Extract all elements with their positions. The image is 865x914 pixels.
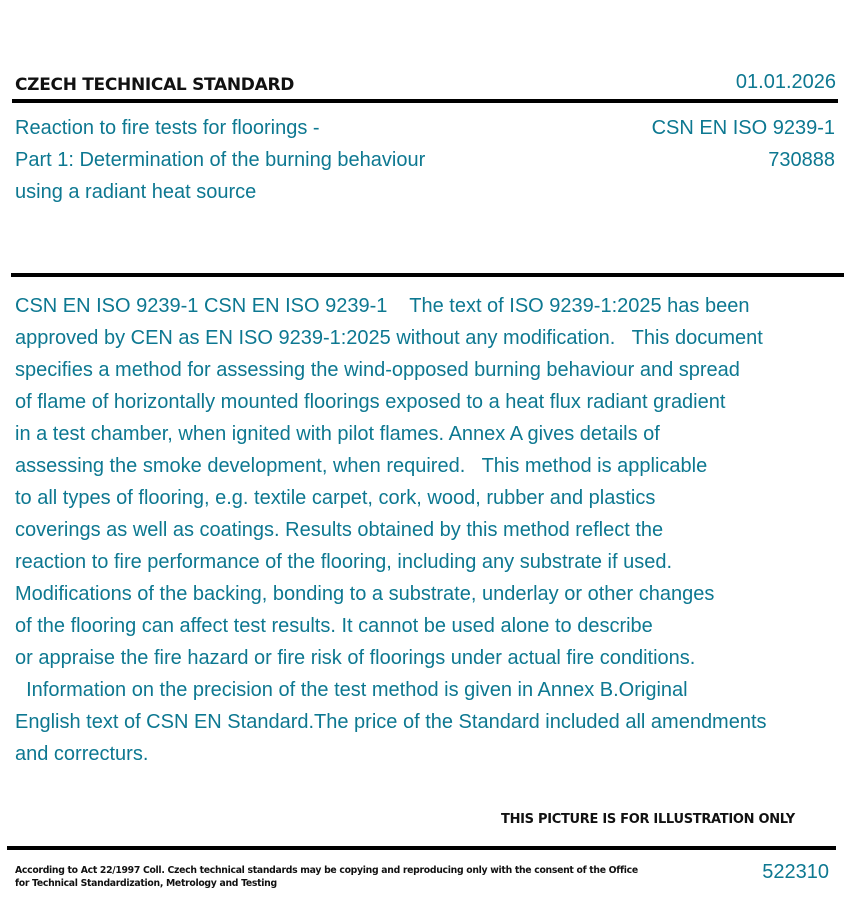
document-type-heading: CZECH TECHNICAL STANDARD bbox=[15, 75, 295, 95]
body-line: assessing the smoke development, when required. This method is applicable bbox=[15, 455, 708, 477]
title-divider bbox=[11, 273, 844, 277]
body-line: coverings as well as coatings. Results obtained by this method reflect the bbox=[15, 519, 664, 541]
footer-divider bbox=[7, 846, 836, 850]
annotation-text bbox=[15, 290, 845, 770]
body-line: of flame of horizontally mounted floorings exposed to a heat flux radiant gradient bbox=[15, 391, 726, 413]
body-line: to all types of flooring, e.g. textile carpet, cork, wood, rubber and plastics bbox=[15, 487, 656, 509]
legal-notice bbox=[15, 864, 638, 890]
body-line: or appraise the fire hazard or fire risk of floorings under actual fire conditions. bbox=[15, 647, 696, 669]
body-line: of the flooring can affect test results. It cannot be used alone to describe bbox=[15, 615, 653, 637]
legal-line: for Technical Standardization, Metrology and Testing bbox=[15, 878, 277, 889]
body-line: reaction to fire performance of the flooring, including any substrate if used. bbox=[15, 551, 673, 573]
body-line: and correcturs. bbox=[15, 743, 149, 765]
body-line: Information on the precision of the test method is given in Annex B.Original bbox=[15, 679, 688, 701]
body-line: Modifications of the backing, bonding to a substrate, underlay or other changes bbox=[15, 583, 715, 605]
body-line: English text of CSN EN Standard.The price of the Standard included all amendments bbox=[15, 711, 767, 733]
header-divider bbox=[12, 99, 838, 103]
body-line: specifies a method for assessing the wind-opposed burning behaviour and spread bbox=[15, 359, 740, 381]
title-line-3: using a radiant heat source bbox=[15, 181, 257, 203]
body-line: approved by CEN as EN ISO 9239-1:2025 without any modification. This document bbox=[15, 327, 763, 349]
body-line: in a test chamber, when ignited with pilot flames. Annex A gives details of bbox=[15, 423, 660, 445]
title-line-2: Part 1: Determination of the burning behaviour bbox=[15, 149, 426, 171]
body-line: CSN EN ISO 9239-1 CSN EN ISO 9239-1 The text of ISO 9239-1:2025 has been bbox=[15, 295, 750, 317]
legal-line: According to Act 22/1997 Coll. Czech technical standards may be copying and reproducing only with the consent of the Office bbox=[15, 865, 638, 876]
catalog-code: 730888 bbox=[768, 149, 835, 171]
issue-date: 01.01.2026 bbox=[735, 71, 836, 93]
illustration-notice: THIS PICTURE IS FOR ILLUSTRATION ONLY bbox=[501, 812, 795, 827]
catalog-number: 522310 bbox=[762, 861, 829, 883]
title-line-1: Reaction to fire tests for floorings - bbox=[15, 117, 320, 139]
standard-code: CSN EN ISO 9239-1 bbox=[651, 117, 835, 139]
